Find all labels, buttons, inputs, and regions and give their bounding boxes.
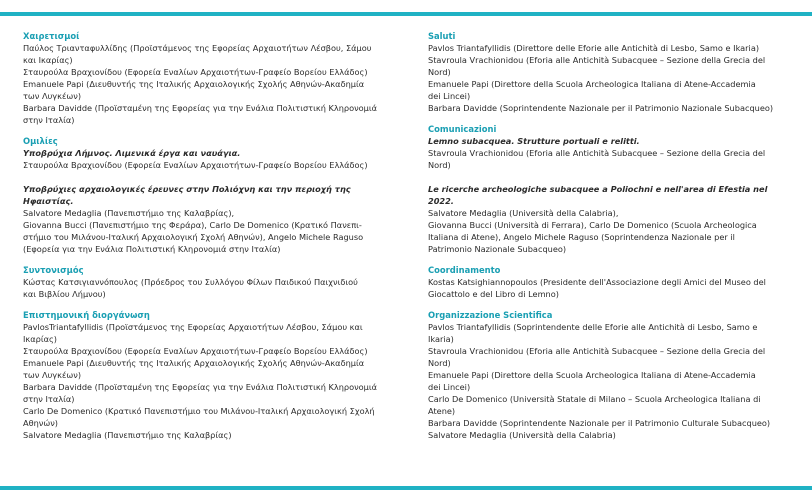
text-line: Σταυρούλα Βραχιονίδου (Εφορεία Εναλίων Αρχαιοτήτων-Γραφείο Βορείου Ελλάδος) xyxy=(23,160,368,170)
text-line: Κώστας Κατσιγιαννόπουλος (Πρόεδρος του Συλλόγου Φίλων Παιδικού Παιχνιδιού xyxy=(23,277,358,287)
text-line: Emanuele Papi (Direttore della Scuola Archeologica Italiana di Atene-Accademia xyxy=(428,370,756,380)
section-heading: Comunicazioni xyxy=(428,124,497,134)
talk-title: Lemno subacquea. Strutture portuali e relitti. xyxy=(428,136,640,146)
section-greetings xyxy=(23,30,391,126)
text-line: (Εφορεία για την Ενάλια Πολιτιστική Κληρονομιά στην Ιταλία) xyxy=(23,244,281,254)
text-line: Barbara Davidde (Soprintendente Nazionale per il Patrimonio Nazionale Subacqueo) xyxy=(428,103,774,113)
text-line: Salvatore Medaglia (Πανεπιστήμιο της Καλαβρίας) xyxy=(23,430,232,440)
text-line: και Ικαρίας) xyxy=(23,55,73,65)
text-line: Italiana di Atene), Angelo Michele Raguso (Soprintendenza Nazionale per il xyxy=(428,232,735,242)
top-divider xyxy=(0,12,812,16)
text-line: Emanuele Papi (Διευθυντής της Ιταλικής Αρχαιολογικής Σχολής Αθηνών-Ακαδημία xyxy=(23,358,365,368)
text-line: Barbara Davidde (Soprintendente Nazionale per il Patrimonio Culturale Subacqueo) xyxy=(428,418,771,428)
text-line: Σταυρούλα Βραχιονίδου (Εφορεία Εναλίων Αρχαιοτήτων-Γραφείο Βορείου Ελλάδος) xyxy=(23,346,368,356)
text-line: Stavroula Vrachionidou (Eforia alle Antichità Subacquee – Sezione della Grecia del xyxy=(428,346,766,356)
text-line: στήμιο του Μιλάνου-Ιταλική Αρχαιολογική Σχολή Αθηνών), Angelo Michele Raguso xyxy=(23,232,364,242)
spacer xyxy=(23,171,391,183)
text-line: Giovanna Bucci (Università di Ferrara), Carlo De Domenico (Scuola Archeologica xyxy=(428,220,757,230)
talk-title: Υποβρύχια Λήμνος. Λιμενικά έργα και ναυάγια. xyxy=(23,148,241,158)
text-line: Nord) xyxy=(428,160,451,170)
section-heading: Saluti xyxy=(428,31,456,41)
section-heading: Χαιρετισμοί xyxy=(23,31,80,41)
text-line: Pavlos Triantafyllidis (Soprintendente delle Eforie alle Antichità di Lesbo, Samo e xyxy=(428,322,758,332)
text-line: στην Ιταλία) xyxy=(23,115,75,125)
text-line: των Λυγκέων) xyxy=(23,370,82,380)
text-line: Stavroula Vrachionidou (Eforia alle Antichità Subacquee – Sezione della Grecia del xyxy=(428,55,766,65)
text-line: Atene) xyxy=(428,406,456,416)
text-line: Giovanna Bucci (Πανεπιστήμιο της Φεράρα), Carlo De Domenico (Κρατικό Πανεπι- xyxy=(23,220,362,230)
text-line: Ikaria) xyxy=(428,334,454,344)
text-line: Παύλος Τριανταφυλλίδης (Προϊστάμενος της Εφορείας Αρχαιοτήτων Λέσβου, Σάμου xyxy=(23,43,372,53)
text-line: Pavlos Triantafyllidis (Direttore delle Eforie alle Antichità di Lesbo, Samo e Ikaria) xyxy=(428,43,760,53)
text-line: Emanuele Papi (Διευθυντής της Ιταλικής Αρχαιολογικής Σχολής Αθηνών-Ακαδημία xyxy=(23,79,365,89)
section-scientific-organization xyxy=(23,309,391,441)
text-line: Patrimonio Nazionale Subacqueo) xyxy=(428,244,567,254)
text-line: Ικαρίας) xyxy=(23,334,58,344)
text-line: dei Lincei) xyxy=(428,382,471,392)
text-line: Salvatore Medaglia (Università della Calabria) xyxy=(428,430,616,440)
section-talks xyxy=(428,123,790,255)
text-line: Giocattolo e del Libro di Lemno) xyxy=(428,289,559,299)
section-coordination xyxy=(428,264,790,300)
text-line: Carlo De Domenico (Κρατικό Πανεπιστήμιο του Μιλάνου-Ιταλική Αρχαιολογική Σχολή xyxy=(23,406,375,416)
text-line: PavlosTriantafyllidis (Προϊστάμενος της Εφορείας Αρχαιοτήτων Λέσβου, Σάμου και xyxy=(23,322,363,332)
section-heading: Συντονισμός xyxy=(23,265,84,275)
greek-column xyxy=(23,30,391,450)
text-line: Barbara Davidde (Προϊσταμένη της Εφορείας για την Ενάλια Πολιτιστική Κληρονομιά xyxy=(23,382,378,392)
text-line: Salvatore Medaglia (Università della Calabria), xyxy=(428,208,619,218)
spacer xyxy=(428,171,790,183)
section-scientific-organization xyxy=(428,309,790,441)
text-line: Αθηνών) xyxy=(23,418,58,428)
section-heading: Ομιλίες xyxy=(23,136,58,146)
text-line: Nord) xyxy=(428,67,451,77)
text-line: Salvatore Medaglia (Πανεπιστήμιο της Καλαβρίας), xyxy=(23,208,235,218)
text-line: Kostas Katsighiannopoulos (Presidente dell'Associazione degli Amici del Museo del xyxy=(428,277,766,287)
text-line: και Βιβλίου Λήμνου) xyxy=(23,289,106,299)
section-talks xyxy=(23,135,391,255)
section-heading: Coordinamento xyxy=(428,265,501,275)
italian-column xyxy=(428,30,790,450)
text-line: Carlo De Domenico (Università Statale di Milano – Scuola Archeologica Italiana di xyxy=(428,394,761,404)
text-line: των Λυγκέων) xyxy=(23,91,82,101)
text-line: dei Lincei) xyxy=(428,91,471,101)
talk-title: Le ricerche archeologiche subacquee a Poliochni e nell'area di Efestia nel 2022. xyxy=(428,184,768,206)
section-coordination xyxy=(23,264,391,300)
text-line: στην Ιταλία) xyxy=(23,394,75,404)
text-line: Nord) xyxy=(428,358,451,368)
bottom-divider xyxy=(0,486,812,490)
talk-title: Υποβρύχιες αρχαιολογικές έρευνες στην Πολιόχνη και την περιοχή της Ηφαιστίας. xyxy=(23,184,351,206)
text-line: Barbara Davidde (Προϊσταμένη της Εφορείας για την Ενάλια Πολιτιστική Κληρονομιά xyxy=(23,103,378,113)
section-greetings xyxy=(428,30,790,114)
text-line: Emanuele Papi (Direttore della Scuola Archeologica Italiana di Atene-Accademia xyxy=(428,79,756,89)
text-line: Stavroula Vrachionidou (Eforia alle Antichità Subacquee – Sezione della Grecia del xyxy=(428,148,766,158)
text-line: Σταυρούλα Βραχιονίδου (Εφορεία Εναλίων Αρχαιοτήτων-Γραφείο Βορείου Ελλάδος) xyxy=(23,67,368,77)
section-heading: Organizzazione Scientifica xyxy=(428,310,553,320)
section-heading: Επιστημονική διοργάνωση xyxy=(23,310,150,320)
